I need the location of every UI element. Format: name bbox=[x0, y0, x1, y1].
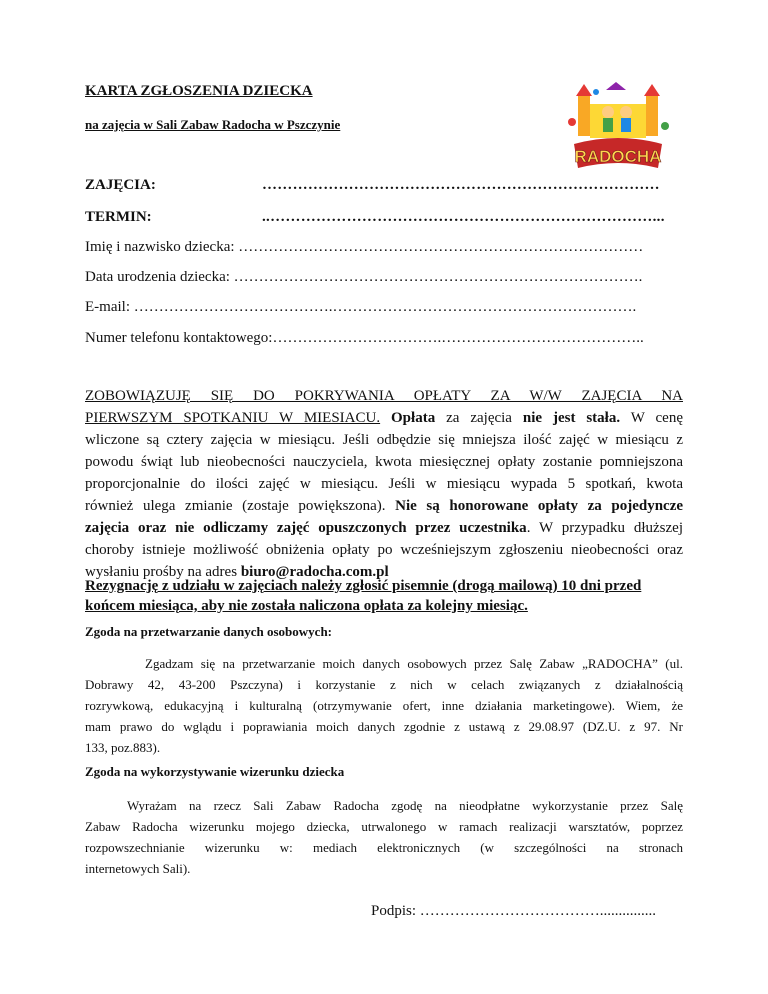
consent-line: Dobrawy 42, 43-200 Pszczyna) i korzystanie z nich w celach związanych z działalnością bbox=[85, 677, 683, 692]
payment-line bbox=[85, 495, 683, 517]
payment-line: choroby istnieje możliwość obniżenia opłaty po wcześniejszym zgłoszeniu nieobecności oraz bbox=[85, 542, 683, 558]
phone-field-row bbox=[85, 330, 644, 347]
payment-text: za zajęcia bbox=[446, 410, 512, 426]
consent-line: rozrywkową, edukacyjną i kulturalną (otrzymywanie ofert, inne działania marketingowe). Wiem, że bbox=[85, 698, 683, 713]
consent-line: Zabaw Radocha wizerunku mojego dziecka, utrwalonego w ramach realizacji warsztatów, poprzez bbox=[85, 819, 683, 834]
payment-text: również ulega zmianie (zostaje powiększona). bbox=[85, 498, 386, 514]
resignation-line: Rezygnację z udziału w zajęciach należy zgłosić pisemnie (drogą mailową) 10 dni przed bbox=[85, 578, 642, 594]
consent-line: Wyrażam na rzecz Sali Zabaw Radocha zgodę na nieodpłatne wykorzystanie przez Salę bbox=[127, 798, 683, 813]
logo-text: RADOCHA bbox=[574, 147, 662, 166]
payment-no-refund-text: zajęcia oraz nie odliczamy zajęć opuszczonych przez uczestnika bbox=[85, 520, 527, 536]
email-field-row bbox=[85, 299, 636, 316]
castle-logo-icon bbox=[566, 82, 670, 178]
payment-first-meeting-text: PIERWSZYM SPOTKANIU W MIESIACU. bbox=[85, 410, 381, 426]
resignation-notice bbox=[85, 576, 685, 616]
payment-text: W cenę bbox=[630, 410, 683, 426]
page-title: KARTA ZGŁOSZENIA DZIECKA bbox=[85, 83, 313, 99]
consent-line: 133, poz.883). bbox=[85, 740, 161, 755]
payment-not-fixed-text: nie jest stała. bbox=[522, 410, 621, 426]
payment-line bbox=[85, 517, 683, 539]
payment-text: . W przypadku dłuższej bbox=[526, 520, 683, 536]
payment-paragraph bbox=[85, 385, 683, 583]
data-consent-heading: Zgoda na przetwarzanie danych osobowych: bbox=[85, 624, 333, 639]
radocha-logo bbox=[566, 82, 670, 178]
contact-email-link[interactable]: biuro@radocha.com.pl bbox=[240, 564, 389, 580]
email-field[interactable]: ………………………………….……………………………………………………. bbox=[133, 299, 637, 315]
termin-label: TERMIN: bbox=[85, 209, 152, 225]
payment-fee-word: Opłata bbox=[391, 410, 436, 426]
email-label: E-mail: bbox=[85, 299, 130, 315]
signature-row bbox=[371, 903, 656, 920]
signature-field[interactable]: ………………………………............... bbox=[419, 903, 657, 919]
resignation-line: końcem miesiąca, aby nie została naliczona opłata za kolejny miesiąc. bbox=[85, 598, 528, 614]
birth-field-row bbox=[85, 269, 642, 286]
payment-line: powodu świąt lub nieobecności nauczyciela, kwota miesięcznej opłaty zostanie pomniejszona bbox=[85, 454, 683, 470]
payment-obligation-text: ZOBOWIĄZUJĘ SIĘ DO POKRYWANIA OPŁATY ZA W/W ZAJĘCIA NA bbox=[85, 388, 683, 404]
consent-line: rozpowszechnianie wizerunku w: mediach elektronicznych (w szczególności na stronach bbox=[85, 840, 683, 855]
birth-label: Data urodzenia dziecka: bbox=[85, 269, 230, 285]
zajecia-label: ZAJĘCIA: bbox=[85, 177, 156, 193]
data-consent-paragraph bbox=[85, 653, 683, 758]
signature-label: Podpis: bbox=[371, 903, 417, 919]
payment-text: wysłaniu prośby na adres bbox=[85, 564, 238, 580]
termin-field[interactable]: ..…………………………………………………………………... bbox=[262, 209, 665, 225]
payment-line: wliczone są cztery zajęcia w miesiącu. Jeśli odbędzie się mniejsza ilość zajęć w miesiącu z bbox=[85, 432, 683, 448]
consent-line: mam prawo do wglądu i poprawiania moich danych zgodnie z ustawą z 29.08.97 (DZ.U. z 97. Nr bbox=[85, 719, 683, 734]
phone-field[interactable]: …………………………….………………………………….. bbox=[272, 330, 644, 346]
name-field-row bbox=[85, 239, 643, 256]
payment-no-refund-text: Nie są honorowane opłaty za pojedyncze bbox=[395, 498, 684, 514]
image-consent-paragraph bbox=[85, 795, 683, 879]
birth-field[interactable]: ………………………………………………………………………. bbox=[233, 269, 643, 285]
payment-line bbox=[85, 407, 683, 429]
image-consent-heading: Zgoda na wykorzystywanie wizerunku dziecka bbox=[85, 764, 345, 779]
zajecia-field[interactable]: …………………………………………………………………… bbox=[262, 177, 660, 193]
name-label: Imię i nazwisko dziecka: bbox=[85, 239, 235, 255]
page-subtitle: na zajęcia w Sali Zabaw Radocha w Pszczynie bbox=[85, 117, 341, 132]
payment-line bbox=[85, 385, 683, 407]
phone-label: Numer telefonu kontaktowego: bbox=[85, 330, 273, 346]
name-field[interactable]: ……………………………………………………………………… bbox=[238, 239, 644, 255]
payment-line: proporcjonalnie do ilości zajęć w miesiącu. Jeśli w miesiącu wypada 5 spotkań, kwota bbox=[85, 476, 683, 492]
consent-line: internetowych Sali). bbox=[85, 861, 191, 876]
consent-line: Zgadzam się na przetwarzanie moich danych osobowych przez Salę Zabaw „RADOCHA” (ul. bbox=[145, 656, 683, 671]
